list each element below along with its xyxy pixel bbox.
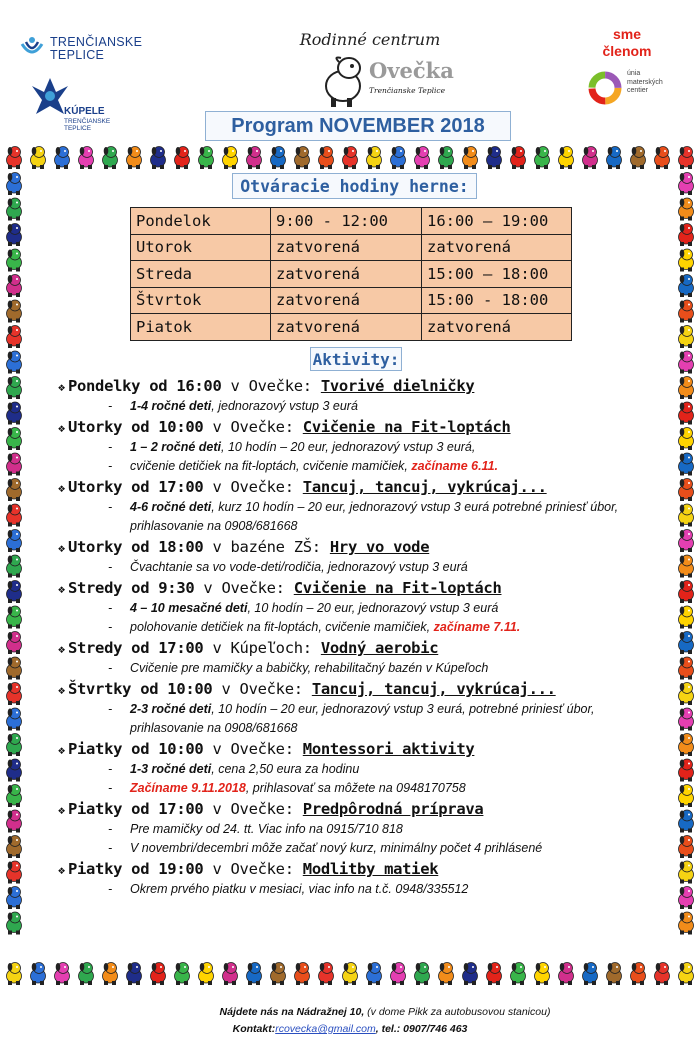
teplice-logo-icon — [18, 34, 46, 64]
teplice-logo — [18, 34, 142, 64]
dog-figure-icon — [607, 963, 622, 986]
activity-detail-text — [130, 599, 650, 618]
activity-where: v Kúpeľoch: — [203, 639, 321, 657]
dog-figure-icon — [535, 963, 550, 986]
dog-figure-icon — [7, 224, 22, 247]
activity-detail — [58, 700, 658, 738]
activity-detail — [58, 779, 658, 798]
dog-figure-icon — [319, 963, 334, 986]
activity-detail-text — [130, 760, 650, 779]
hours-day: Streda — [131, 261, 271, 288]
activity-item — [58, 678, 658, 738]
activity-heading — [58, 798, 658, 820]
dog-figure-icon — [679, 147, 694, 170]
dash-bullet: - — [108, 601, 113, 615]
dog-figure-icon — [655, 147, 670, 170]
activity-item — [58, 536, 658, 577]
activity-when: Stredy od 9:30 — [67, 579, 195, 597]
detail-text-after: , prihlasovať sa môžete na 0948170758 — [245, 781, 466, 795]
footer-contact-label: Kontakt: — [232, 1023, 276, 1035]
detail-text: , jednorazový vstup 3 eurá — [211, 399, 358, 413]
dog-figure-icon — [295, 147, 310, 170]
activity-heading — [58, 375, 658, 397]
detail-bold: 1-4 ročné deti — [130, 399, 212, 413]
dog-figure-icon — [7, 453, 22, 476]
dog-figure-icon — [7, 861, 22, 884]
activity-detail — [58, 498, 658, 536]
dog-figure-icon — [79, 963, 94, 986]
dash-bullet: - — [108, 661, 113, 675]
dog-figure-icon — [679, 530, 694, 553]
dog-figure-icon — [127, 963, 142, 986]
diamond-bullet-icon: ❖ — [58, 683, 65, 697]
dog-figure-icon — [7, 326, 22, 349]
activity-detail — [58, 558, 658, 577]
activities-list — [58, 375, 658, 899]
dog-figure-icon — [7, 836, 22, 859]
activity-name: Tancuj, tancuj, vykrúcaj... — [302, 478, 547, 496]
dog-figure-icon — [7, 606, 22, 629]
dog-figure-icon — [679, 504, 694, 527]
dog-figure-icon — [679, 887, 694, 910]
dog-figure-icon — [679, 963, 694, 986]
footer-contact — [0, 1021, 700, 1037]
footer — [0, 1004, 700, 1037]
detail-text: cvičenie detičiek na fit-loptách, cvičenie mamičiek, — [130, 459, 412, 473]
dog-figure-icon — [679, 300, 694, 323]
logo-ovecka: Ovečka — [369, 58, 454, 83]
hours-day: Piatok — [131, 314, 271, 341]
dog-figure-icon — [175, 147, 190, 170]
detail-text: polohovanie detičiek na fit-loptách, cvičenie mamičiek, — [130, 620, 434, 634]
activity-detail — [58, 457, 658, 476]
dash-bullet: - — [108, 822, 113, 836]
activity-name: Modlitby matiek — [302, 860, 439, 878]
hours-day: Štvrtok — [131, 287, 271, 314]
activity-item — [58, 476, 658, 536]
logo-rodinne-centrum: Rodinné centrum — [299, 30, 441, 49]
activity-name: Cvičenie na Fit-loptách — [302, 418, 511, 436]
dog-figure-icon — [55, 963, 70, 986]
diamond-bullet-icon: ❖ — [58, 803, 65, 817]
dog-figure-icon — [7, 402, 22, 425]
dog-figure-icon — [7, 887, 22, 910]
hours-table — [130, 207, 572, 341]
detail-bold: 1-3 ročné deti — [130, 762, 212, 776]
dog-figure-icon — [367, 147, 382, 170]
dog-figure-icon — [7, 963, 22, 986]
dash-bullet: - — [108, 620, 113, 634]
sme-line2: členom — [602, 43, 652, 59]
diamond-bullet-icon: ❖ — [58, 582, 65, 596]
dog-figure-icon — [7, 351, 22, 374]
dog-figure-icon — [559, 147, 574, 170]
dash-bullet: - — [108, 440, 113, 454]
activity-where: v Ovečke: — [203, 800, 303, 818]
detail-text: Cvičenie pre mamičky a babičky, rehabilitačný bazén v Kúpeľoch — [130, 661, 489, 675]
dog-figure-icon — [31, 963, 46, 986]
hours-row — [131, 234, 572, 261]
dash-bullet: - — [108, 399, 113, 413]
detail-bold: 2-3 ročné deti — [130, 702, 212, 716]
activity-detail-text — [130, 618, 650, 637]
activity-detail — [58, 438, 658, 457]
dash-bullet: - — [108, 560, 113, 574]
activity-when: Stredy od 17:00 — [67, 639, 204, 657]
dog-figure-icon — [679, 708, 694, 731]
activity-when: Utorky od 17:00 — [67, 478, 204, 496]
dog-figure-icon — [199, 147, 214, 170]
dog-figure-icon — [679, 606, 694, 629]
email-link[interactable]: rcovecka@gmail.com — [275, 1023, 376, 1035]
activity-detail-text — [130, 659, 650, 678]
diamond-bullet-icon: ❖ — [58, 421, 65, 435]
dog-figure-icon — [7, 810, 22, 833]
footer-address-rest: (v dome Pikk za autobusovou stanicou) — [364, 1006, 551, 1018]
activity-detail — [58, 820, 658, 839]
page-title: Program NOVEMBER 2018 — [205, 111, 511, 141]
dog-figure-icon — [7, 683, 22, 706]
dog-figure-icon — [271, 963, 286, 986]
dog-figure-icon — [7, 198, 22, 221]
activity-heading — [58, 678, 658, 700]
activity-when: Utorky od 10:00 — [67, 418, 204, 436]
dog-figure-icon — [679, 402, 694, 425]
hours-title: Otváracie hodiny herne: — [232, 173, 477, 199]
teplice-logo-line2: TEPLICE — [50, 48, 105, 62]
diamond-bullet-icon: ❖ — [58, 541, 65, 555]
activity-item — [58, 858, 658, 899]
activity-when: Utorky od 18:00 — [67, 538, 204, 556]
dog-figure-icon — [7, 147, 22, 170]
dog-figure-icon — [7, 632, 22, 655]
dog-figure-icon — [7, 377, 22, 400]
activity-name: Montessori aktivity — [302, 740, 475, 758]
hours-afternoon: 15:00 - 18:00 — [422, 287, 572, 314]
dog-figure-icon — [679, 275, 694, 298]
dog-figure-icon — [7, 912, 22, 935]
hours-row — [131, 287, 572, 314]
dog-figure-icon — [55, 147, 70, 170]
teplice-logo-line1: TRENČIANSKE — [50, 35, 143, 49]
activity-detail-text — [130, 820, 650, 839]
unia-line3: centier — [627, 87, 649, 94]
hours-morning: zatvorená — [271, 287, 422, 314]
dog-figure-icon — [199, 963, 214, 986]
logo-teplice: Trenčianske Teplice — [369, 86, 446, 95]
activity-where: v Ovečke: — [203, 860, 303, 878]
activity-heading — [58, 577, 658, 599]
dog-figure-icon — [391, 963, 406, 986]
dog-figure-icon — [7, 734, 22, 757]
activity-detail-text — [130, 438, 650, 457]
detail-bold: 4 – 10 mesačné deti — [130, 601, 248, 615]
detail-highlight: začíname 6.11. — [411, 459, 499, 473]
activity-when: Piatky od 19:00 — [67, 860, 204, 878]
activity-when: Štvrtky od 10:00 — [67, 680, 213, 698]
activity-detail-text — [130, 779, 650, 798]
detail-text: Pre mamičky od 24. tt. Viac info na 0915/710 818 — [130, 822, 403, 836]
dash-bullet: - — [108, 459, 113, 473]
hours-morning: zatvorená — [271, 314, 422, 341]
dog-figure-icon — [343, 147, 358, 170]
dog-figure-icon — [487, 147, 502, 170]
dog-figure-icon — [679, 785, 694, 808]
dog-figure-icon — [679, 632, 694, 655]
diamond-bullet-icon: ❖ — [58, 743, 65, 757]
dog-figure-icon — [7, 657, 22, 680]
detail-highlight: začíname 7.11. — [433, 620, 521, 634]
dog-figure-icon — [151, 963, 166, 986]
hours-morning: zatvorená — [271, 234, 422, 261]
diamond-bullet-icon: ❖ — [58, 380, 65, 394]
dog-figure-icon — [559, 963, 574, 986]
dog-figure-icon — [487, 963, 502, 986]
activity-name: Cvičenie na Fit-loptách — [293, 579, 502, 597]
activity-name: Predpôrodná príprava — [302, 800, 484, 818]
dog-figure-icon — [343, 963, 358, 986]
activity-item — [58, 577, 658, 637]
diamond-bullet-icon: ❖ — [58, 863, 65, 877]
activity-detail-text — [130, 839, 650, 858]
kupele-logo — [30, 76, 111, 132]
activity-item — [58, 798, 658, 858]
detail-text: Okrem prvého piatku v mesiaci, viac info na t.č. 0948/335512 — [130, 882, 469, 896]
dog-figure-icon — [103, 963, 118, 986]
dog-figure-icon — [679, 377, 694, 400]
dog-figure-icon — [679, 581, 694, 604]
dash-bullet: - — [108, 882, 113, 896]
dog-figure-icon — [679, 173, 694, 196]
dog-figure-icon — [271, 147, 286, 170]
activity-heading — [58, 738, 658, 760]
detail-text: V novembri/decembri môže začať nový kurz, minimálny počet 4 prihlásené — [130, 841, 543, 855]
activity-where: v Ovečke: — [203, 478, 303, 496]
dog-figure-icon — [247, 147, 262, 170]
dash-bullet: - — [108, 841, 113, 855]
dog-figure-icon — [679, 836, 694, 859]
dog-figure-icon — [223, 963, 238, 986]
dog-figure-icon — [655, 963, 670, 986]
dog-figure-icon — [7, 173, 22, 196]
activity-detail-text — [130, 700, 650, 738]
dog-figure-icon — [535, 147, 550, 170]
dog-figure-icon — [679, 657, 694, 680]
activity-where: v Ovečke: — [203, 740, 303, 758]
dog-figure-icon — [439, 963, 454, 986]
dog-figure-icon — [415, 963, 430, 986]
dog-figure-icon — [7, 785, 22, 808]
dog-figure-icon — [679, 683, 694, 706]
dog-figure-icon — [583, 963, 598, 986]
activity-detail — [58, 397, 658, 416]
activity-name: Vodný aerobic — [320, 639, 439, 657]
hours-row — [131, 208, 572, 235]
dog-figure-icon — [511, 963, 526, 986]
dog-figure-icon — [103, 147, 118, 170]
dog-figure-icon — [7, 504, 22, 527]
dog-figure-icon — [679, 759, 694, 782]
dog-figure-icon — [7, 581, 22, 604]
dog-figure-icon — [295, 963, 310, 986]
dash-bullet: - — [108, 500, 113, 514]
detail-text: Čvachtanie sa vo vode-deti/rodičia, jednorazový vstup 3 eurá — [130, 560, 468, 574]
sheep-icon — [321, 52, 367, 108]
hours-row — [131, 261, 572, 288]
activity-detail-text — [130, 397, 650, 416]
dog-figure-icon — [247, 963, 262, 986]
dog-figure-icon — [415, 147, 430, 170]
dog-figure-icon — [679, 198, 694, 221]
activity-where: v Ovečke: — [194, 579, 294, 597]
dog-figure-icon — [7, 428, 22, 451]
activity-detail — [58, 880, 658, 899]
dog-figure-icon — [511, 147, 526, 170]
dog-figure-icon — [631, 147, 646, 170]
activity-heading — [58, 416, 658, 438]
activity-detail-text — [130, 498, 650, 536]
dog-figure-icon — [583, 147, 598, 170]
footer-phone: , tel.: 0907/746 463 — [375, 1023, 468, 1035]
activity-where: v Ovečke: — [203, 418, 303, 436]
dog-figure-icon — [679, 810, 694, 833]
dog-figure-icon — [463, 963, 478, 986]
activity-where: v Ovečke: — [221, 377, 321, 395]
dog-figure-icon — [7, 530, 22, 553]
dog-figure-icon — [631, 963, 646, 986]
detail-text: , 10 hodín – 20 eur, jednorazový vstup 3 eurá, potrebné priniesť úbor, prihlasovanie na 0908/681668 — [130, 702, 595, 735]
sme-line1: sme — [612, 26, 642, 42]
unia-line1: únia — [627, 70, 641, 77]
dog-figure-icon — [463, 147, 478, 170]
footer-address — [0, 1004, 700, 1021]
activity-item — [58, 416, 658, 476]
activities-title: Aktivity: — [310, 347, 402, 371]
activity-detail-text — [130, 457, 650, 476]
dog-figure-icon — [439, 147, 454, 170]
unia-ring-icon — [587, 70, 623, 106]
activity-name: Tancuj, tancuj, vykrúcaj... — [311, 680, 556, 698]
dog-figure-icon — [7, 479, 22, 502]
kupele-logo-line2: TRENČIANSKE TEPLICE — [64, 118, 111, 132]
detail-text: , kurz 10 hodín – 20 eur, jednorazový vstup 3 eurá potrebné priniesť úbor, prihlasovanie na 0908/681668 — [130, 500, 619, 533]
dog-figure-icon — [391, 147, 406, 170]
activity-detail — [58, 618, 658, 637]
dog-figure-icon — [679, 224, 694, 247]
ovecka-logo — [285, 30, 455, 110]
hours-afternoon: zatvorená — [422, 314, 572, 341]
activity-detail — [58, 599, 658, 618]
dog-figure-icon — [31, 147, 46, 170]
activity-heading — [58, 476, 658, 498]
dog-figure-icon — [7, 249, 22, 272]
dog-figure-icon — [7, 555, 22, 578]
dog-figure-icon — [679, 249, 694, 272]
activity-item — [58, 738, 658, 798]
activity-item — [58, 375, 658, 416]
dog-figure-icon — [679, 861, 694, 884]
hours-day: Pondelok — [131, 208, 271, 235]
dog-figure-icon — [367, 963, 382, 986]
dog-figure-icon — [679, 453, 694, 476]
dog-figure-icon — [7, 300, 22, 323]
dog-figure-icon — [679, 428, 694, 451]
dog-figure-icon — [679, 351, 694, 374]
hours-afternoon: 16:00 – 19:00 — [422, 208, 572, 235]
hours-morning: zatvorená — [271, 261, 422, 288]
activity-detail-text — [130, 880, 650, 899]
hours-afternoon: zatvorená — [422, 234, 572, 261]
detail-text: , 10 hodín – 20 eur, jednorazový vstup 3 eurá — [247, 601, 499, 615]
activity-name: Tvorivé dielničky — [320, 377, 475, 395]
dog-figure-icon — [151, 147, 166, 170]
activity-detail-text — [130, 558, 650, 577]
dog-figure-icon — [175, 963, 190, 986]
hours-day: Utorok — [131, 234, 271, 261]
activity-heading — [58, 858, 658, 880]
footer-address-bold: Nájdete nás na Nádražnej 10, — [219, 1006, 365, 1018]
activity-where: v Ovečke: — [212, 680, 312, 698]
activity-when: Pondelky od 16:00 — [67, 377, 222, 395]
sme-clenom — [596, 26, 658, 60]
hours-row — [131, 314, 572, 341]
dog-figure-icon — [319, 147, 334, 170]
unia-line2: materských — [627, 78, 663, 86]
dog-figure-icon — [679, 326, 694, 349]
activity-name: Hry vo vode — [329, 538, 430, 556]
activity-when: Piatky od 17:00 — [67, 800, 204, 818]
detail-bold: 1 – 2 ročné deti — [130, 440, 222, 454]
activity-where: v bazéne ZŠ: — [203, 538, 330, 556]
activity-when: Piatky od 10:00 — [67, 740, 204, 758]
unia-logo — [587, 66, 667, 110]
dash-bullet: - — [108, 781, 113, 795]
dog-figure-icon — [679, 555, 694, 578]
activity-item — [58, 637, 658, 678]
activity-detail — [58, 760, 658, 779]
dog-figure-icon — [7, 275, 22, 298]
detail-highlight: Začíname 9.11.2018 — [130, 781, 246, 795]
detail-text: , 10 hodín – 20 eur, jednorazový vstup 3 eurá, — [221, 440, 476, 454]
dog-figure-icon — [607, 147, 622, 170]
activity-detail — [58, 839, 658, 858]
activity-heading — [58, 637, 658, 659]
dog-figure-icon — [679, 479, 694, 502]
hours-morning: 9:00 - 12:00 — [271, 208, 422, 235]
dog-figure-icon — [679, 734, 694, 757]
hours-afternoon: 15:00 – 18:00 — [422, 261, 572, 288]
detail-bold: 4-6 ročné deti — [130, 500, 212, 514]
diamond-bullet-icon: ❖ — [58, 481, 65, 495]
dog-figure-icon — [679, 912, 694, 935]
activity-heading — [58, 536, 658, 558]
dog-figure-icon — [223, 147, 238, 170]
diamond-bullet-icon: ❖ — [58, 642, 65, 656]
activity-detail — [58, 659, 658, 678]
dog-figure-icon — [79, 147, 94, 170]
dog-figure-icon — [7, 708, 22, 731]
dash-bullet: - — [108, 702, 113, 716]
dog-figure-icon — [127, 147, 142, 170]
detail-text: , cena 2,50 eura za hodinu — [211, 762, 360, 776]
kupele-logo-line1: KÚPELE — [64, 106, 105, 117]
dog-figure-icon — [7, 759, 22, 782]
dash-bullet: - — [108, 762, 113, 776]
